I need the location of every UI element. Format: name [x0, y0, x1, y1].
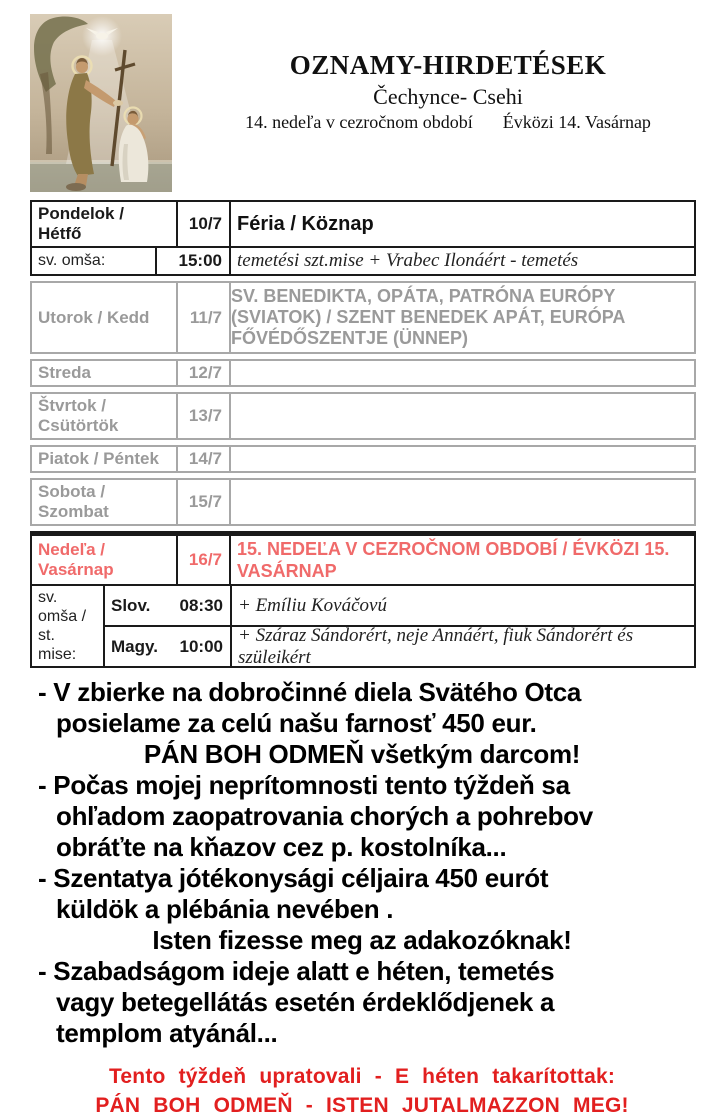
- announcements-section: [0, 677, 724, 1049]
- day-date: 15/7: [176, 480, 229, 524]
- day-title: Féria / Köznap: [229, 202, 694, 246]
- day-label: Pondelok / Hétfő: [38, 204, 124, 243]
- parish-name: Čechynce- Csehi: [373, 84, 523, 109]
- mass-schedule-table: [30, 200, 696, 668]
- week-name-slovak: 14. nedeľa v cezročnom období: [245, 112, 473, 132]
- table-row: [103, 586, 694, 625]
- announcement-line: PÁN BOH ODMEŇ všetkým darcom!: [143, 739, 581, 769]
- table-row: [32, 361, 694, 385]
- day-label: Utorok / Kedd: [38, 307, 150, 327]
- baptism-of-christ-painting: [30, 14, 172, 192]
- table-row: [32, 480, 694, 524]
- footer-line-2: PÁN BOH ODMEŇ - ISTEN JUTALMAZZON MEG!: [95, 1094, 629, 1117]
- mass-time: 10:00: [179, 636, 223, 656]
- document-header: [0, 0, 724, 200]
- day-label: Piatok / Péntek: [38, 449, 159, 468]
- announcement-line: posielame za celú našu farnosť 450 eur.: [56, 708, 537, 738]
- day-title: [229, 480, 694, 524]
- mass-intention: temetési szt.mise + Vrabec Ilonáért - temetés: [229, 248, 694, 274]
- day-title: [229, 361, 694, 385]
- table-row: [103, 625, 694, 666]
- day-label: Streda: [38, 363, 91, 382]
- day-date: 13/7: [176, 394, 229, 438]
- week-name-hungarian: Évközi 14. Vasárnap: [502, 112, 651, 132]
- announcement-line: Isten fizesse meg az adakozóknak!: [152, 925, 572, 955]
- table-row: [32, 202, 694, 246]
- day-title: [229, 394, 694, 438]
- table-row: [32, 536, 694, 584]
- table-row: [32, 447, 694, 471]
- mass-language-time: [103, 627, 230, 666]
- schedule-block-sunday: [30, 531, 696, 668]
- cleaning-thanks-footer: [0, 1062, 724, 1120]
- day-title: 15. NEDEĽA V CEZROČNOM OBDOBÍ / ÉVKÖZI 15. VASÁRNAP: [229, 536, 694, 584]
- day-title: [229, 447, 694, 471]
- mass-label-line1: sv. omša /: [38, 589, 87, 625]
- day-label: Štvrtok / Csütörtök: [38, 396, 119, 435]
- day-date: 12/7: [176, 361, 229, 385]
- baptism-painting-graphic: [30, 14, 172, 192]
- schedule-block-monday: [30, 200, 696, 276]
- schedule-block-saturday: [30, 478, 696, 526]
- schedule-block-thursday: [30, 392, 696, 440]
- day-label: Sobota / Szombat: [38, 482, 109, 521]
- announcement-line: küldök a plébánia nevében .: [56, 894, 394, 924]
- liturgical-week-line: [172, 112, 724, 133]
- announcement-line: - V zbierke na dobročinné diela Svätého Otca: [38, 677, 582, 707]
- mass-language-time: [103, 586, 230, 625]
- mass-label: [32, 586, 103, 666]
- table-row: [32, 246, 694, 274]
- day-title: SV. BENEDIKTA, OPÁTA, PATRÓNA EURÓPY (SVIATOK) / SZENT BENEDEK APÁT, EURÓPA FŐVÉDŐSZENTJE (ÜNNEP): [229, 283, 694, 352]
- announcement-line: ohľadom zaopatrovania chorých a pohrebov: [56, 801, 593, 831]
- announcement-line: - Szentatya jótékonysági céljaira 450 eurót: [38, 863, 549, 893]
- schedule-block-tuesday: [30, 281, 696, 354]
- sunday-masses: [103, 586, 694, 666]
- mass-intention: + Száraz Sándorért, neje Annáért, fiuk Sándorért és szüleikért: [230, 627, 694, 666]
- announcement-line: - Szabadságom ideje alatt e héten, temetés: [38, 956, 555, 986]
- announcement-line: obráťte na kňazov cez p. kostolníka...: [56, 832, 507, 862]
- announcement-line: - Počas mojej neprítomnosti tento týždeň sa: [38, 770, 570, 800]
- mass-label-line2: st. mise:: [38, 627, 77, 663]
- mass-time: 15:00: [155, 248, 229, 274]
- schedule-block-friday: [30, 445, 696, 473]
- schedule-block-wednesday: [30, 359, 696, 387]
- footer-line-1: Tento týždeň upratovali - E héten takarítottak:: [108, 1065, 616, 1088]
- mass-label: sv. omša:: [38, 252, 106, 269]
- mass-language: Slov.: [111, 595, 151, 615]
- day-date: 16/7: [176, 536, 229, 584]
- mass-time: 08:30: [179, 595, 223, 615]
- day-label: Nedeľa / Vasárnap: [38, 540, 114, 579]
- table-row: [32, 394, 694, 438]
- day-date: 14/7: [176, 447, 229, 471]
- day-date: 11/7: [176, 283, 229, 352]
- table-row: [32, 283, 694, 352]
- page-title: OZNAMY-HIRDETÉSEK: [289, 50, 607, 80]
- announcement-line: templom atyánál...: [56, 1018, 278, 1048]
- mass-intention: + Emíliu Kováčovú: [230, 586, 694, 625]
- table-row: [32, 584, 694, 666]
- announcement-line: vagy betegellátás esetén érdeklődjenek a: [56, 987, 555, 1017]
- mass-language: Magy.: [111, 636, 158, 656]
- day-date: 10/7: [176, 202, 229, 246]
